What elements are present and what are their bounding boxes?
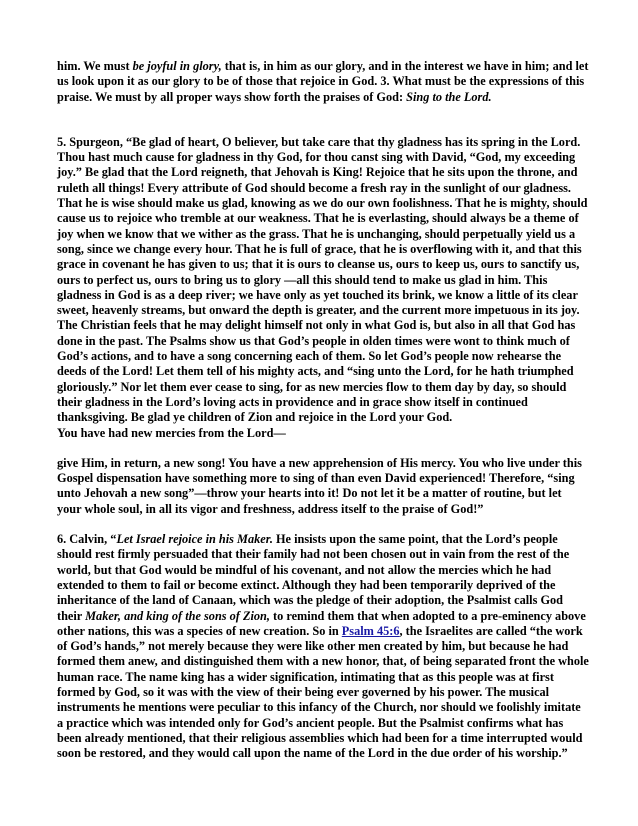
text-run: , the Israelites are called “the work of God’s hands,” not merely because they were like other men created by him, but because he had formed them anew, and distinguished them with a new honor, that, of being separated front the whole human race. The name king has a wider signification, intimating that as this people was at first formed by God, so it was with the view of their being ever governed by his power. The musical instruments he mentions were peculiar to this infancy of the Church, nor should we foolishly imitate a practice which was intended only for God’s ancient people. But the Psalmist confirms what has been already mentioned, that their religious assemblies which had been for a time interrupted would soon be restored, and they would call upon the name of the Lord in the due order of his worship.” bbox=[57, 623, 589, 761]
text-run: 6. Calvin, “ bbox=[57, 532, 117, 547]
paragraph-1 bbox=[57, 59, 589, 105]
spacer bbox=[57, 517, 589, 532]
paragraph-spurgeon-line: You have had new mercies from the Lord— bbox=[57, 425, 286, 440]
italic-run: Let Israel rejoice in his Maker. bbox=[116, 532, 273, 547]
document-page bbox=[57, 59, 589, 761]
italic-run: Sing to the Lord. bbox=[406, 89, 492, 104]
paragraph-spurgeon: 5. Spurgeon, “Be glad of heart, O believer, but take care that thy gladness has its spring in the Lord. Thou hast much cause for gladness in thy God, for thou canst sing with David, “God, my exceeding joy.” Be glad that the Lord reigneth, that Jehovah is King! Rejoice that he sits upon the throne, and ruleth all things! Every attribute of God should become a fresh ray in the sunlight of our gladness. That he is wise should make us glad, knowing as we do our own foolishness. That he is mighty, should cause us to rejoice who tremble at our weakness. That he is everlasting, should always be a theme of joy when we know that we wither as the grass. That he is unchanging, should perpetually yield us a song, since we change every hour. That he is full of grace, that he is overflowing with it, and that this grace in covenant he has given to us; that it is ours to cleanse us, ours to keep us, ours to sanctify us, ours to perfect us, ours to bring us to glory —all this should tend to make us glad in him. This gladness in God is as a deep river; we have only as yet touched its brink, we know a little of its clear sweet, heavenly streams, but onward the depth is greater, and the current more impetuous in its joy. The Christian feels that he may delight himself not only in what God is, but also in all that God has done in the past. The Psalms show us that God’s people in olden times were wont to think much of God’s actions, and to have a song concerning each of them. So let God’s people now rehearse the deeds of the Lord! Let them tell of his mighty acts, and “sing unto the Lord, for he hath triumphed gloriously.” Nor let them ever cease to sing, for as new mercies flow to them day by day, so should their gladness in the Lord’s loving acts in providence and in grace show itself in continued thanksgiving. Be glad ye children of Zion and rejoice in the Lord your God. bbox=[57, 134, 588, 425]
text-run: him. We must bbox=[57, 59, 133, 73]
italic-run: Maker, and king of the sons of Zion, bbox=[85, 608, 270, 623]
spacer bbox=[57, 441, 589, 456]
italic-run: be joyful in glory, bbox=[132, 59, 222, 73]
paragraph-calvin bbox=[57, 532, 589, 761]
text-run: that is, in him as our glory, and in the interest we have in him; and let us look upon it as our glory to be of those that rejoice in God. 3. What must be the expressions of this praise. We must by all proper ways show forth the praises of God: bbox=[57, 59, 589, 104]
text-run: to remind them that when adopted to a pre-eminency above other nations, this was a species of new creation. So in bbox=[57, 608, 586, 638]
psalm-45-6-link[interactable]: Psalm 45:6 bbox=[341, 623, 400, 638]
spacer bbox=[57, 105, 589, 135]
paragraph-new-song: give Him, in return, a new song! You have a new apprehension of His mercy. You who live under this Gospel dispensation have something more to sing of than even David experienced! Therefore, “sing unto Jehovah a new song”—throw your hearts into it! Do not let it be a matter of routine, but let your whole soul, in all its vigor and freshness, address itself to the praise of God!” bbox=[57, 455, 582, 516]
text-run: He insists upon the same point, that the Lord’s people should rest firmly persuaded that their family had not been chosen out in vain from the rest of the world, but that God would be mindful of his covenant, and not allow the mercies which he had extended to them to fail or become extinct. Although they had been temporarily deprived of the inheritance of the land of Canaan, which was the pledge of their adoption, the Psalmist calls God their bbox=[57, 532, 570, 623]
